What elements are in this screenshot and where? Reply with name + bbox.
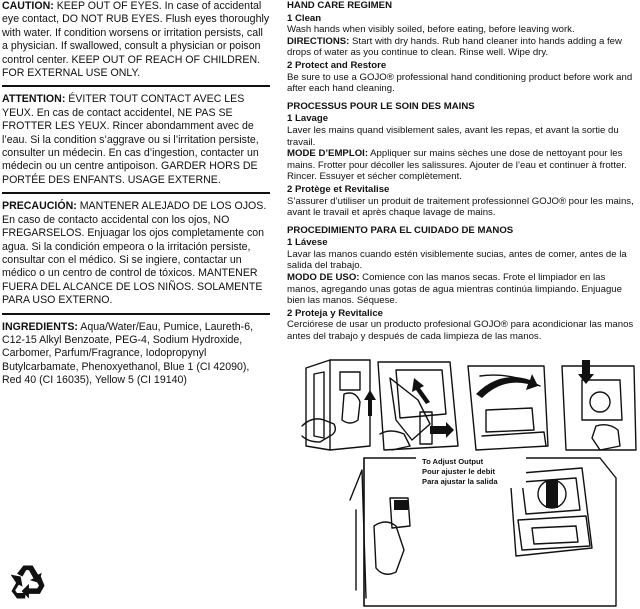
directions-label-en: DIRECTIONS:: [287, 35, 350, 47]
step2-text-en: Be sure to use a GOJO® professional hand conditioning product before work and after each hand cleaning.: [287, 71, 633, 95]
adjust-caption-fr: Pour ajuster le debit: [422, 467, 496, 476]
step1-text-en: Wash hands when visibly soiled, before eating, before leaving work.: [287, 24, 575, 36]
directions-text-en: Start with dry hands. Rub hand cleaner into hands adding a few drops of water as you continue to clean. Rinse well. Wipe dry.: [287, 35, 622, 59]
output-selector-icon: [546, 480, 558, 508]
caution-english: [2, 0, 270, 87]
step1-title-fr: 1 Lavage: [287, 113, 329, 125]
step1-text-es: Lavar las manos cuando estén visiblemente sucias, antes de comer, antes de la salida del trabajo.: [287, 248, 627, 272]
regimen-english: [287, 0, 637, 95]
regimen-title-es: PROCEDIMIENTO PARA EL CUIDADO DE MANOS: [287, 224, 514, 236]
adjust-caption-es: Para ajustar la salida: [422, 477, 498, 486]
ingredients-label: INGREDIENTS:: [2, 320, 78, 333]
regimen-column: [287, 0, 637, 349]
directions-label-es: MODO DE USO:: [287, 272, 360, 284]
arrow-curved-icon: [476, 374, 538, 398]
caution-spanish: [2, 200, 270, 314]
regimen-french: [287, 101, 637, 219]
directions-text-es: Comience con las manos secas. Frote el limpiador en las manos, agregando unas gotas de agua mientras continúa limpiando. Enjuague bien las manos. Séquese.: [287, 272, 622, 307]
step2-text-es: Cerciórese de usar un producto profesional GOJO® para acondicionar las manos antes del trabajo y después de cada limpieza de las manos.: [287, 319, 634, 343]
arrow-up-icon: [364, 390, 376, 416]
caution-text: KEEP OUT OF EYES. In case of accidental eye contact, DO NOT RUB EYES. Flush eyes thoroughly with water. If condition worsens or irritation persists, call a physician. If swallowed, consult a physician or poison control center. KEEP OUT OF REACH OF CHILDREN. FOR EXTERNAL USE ONLY.: [2, 0, 270, 80]
dispenser-instructions-illustration: [300, 350, 638, 608]
regimen-spanish: [287, 225, 637, 343]
step1-title-es: 1 Lávese: [287, 237, 328, 249]
attention-label: ATTENTION:: [2, 93, 66, 106]
caution-label: CAUTION:: [2, 0, 54, 12]
ingredients-block: [2, 321, 270, 393]
caution-french: [2, 93, 270, 194]
directions-text-fr: Appliquer sur mains sèches une dose de nettoyant pour les mains. Frotter pour décoller les salissures. Ajouter de l’eau et continuer à frotter. Rincer. Essuyer et sécher complètement.: [287, 148, 627, 183]
directions-label-fr: MODE D’EMPLOI:: [287, 148, 369, 160]
step1-title-en: 1 Clean: [287, 12, 322, 24]
open-dispenser-panel: [302, 360, 370, 450]
regimen-title-fr: PROCESSUS POUR LE SOIN DES MAINS: [287, 100, 475, 112]
precaucion-label: PRECAUCIÓN:: [2, 200, 77, 213]
ingredients-text: Aqua/Water/Eau, Pumice, Laureth-6, C12-15 Alkyl Benzoate, PEG-4, Sodium Hydroxide, Carbomer, Parfum/Fragrance, Iodopropynyl Butylcarbamate, Phenoxyethanol, Blue 1 (CI 42090), Red 40 (CI 16035), Yellow 5 (CI 19140): [2, 320, 254, 387]
arrow-right-icon: [430, 422, 454, 438]
attention-text: ÉVITER TOUT CONTACT AVEC LES YEUX. En cas de contact accidentel, NE PAS SE FROTTER LES YEUX. Rincer abondamment avec de l’eau. Si la condition s’aggrave ou si l’irritation persiste, consulter un médecin. En cas d’ingestion, contacter un médecin ou un centre antipoison. GARDER HORS DE PORTÉE DES ENFANTS. USAGE EXTERNE.: [2, 93, 259, 186]
adjust-caption-en: To Adjust Output: [422, 457, 484, 466]
lock-dispenser-panel: [562, 366, 636, 450]
step1-text-fr: Laver les mains quand visiblement sales, avant les repas, et avant la sortie du travail.: [287, 124, 619, 148]
precaucion-text: MANTENER ALEJADO DE LOS OJOS. En caso de contacto accidental con los ojos, NO FREGARSELOS. Enjuagar los ojos completamente con agua. Si la condición empeora o la irritación persiste, consultar con el médico. Si se ingiere, contactar un médico o un centro de control de tóxicos. MANTENER FUERA DEL ALCANCE DE LOS NIÑOS. SOLAMENTE PARA USO EXTERNO.: [2, 200, 267, 307]
regimen-title-en: HAND CARE REGIMEN: [287, 0, 393, 11]
arrow-down-icon: [412, 378, 430, 404]
step2-title-fr: 2 Protège et Revitalise: [287, 183, 390, 195]
step2-title-en: 2 Protect and Restore: [287, 59, 387, 71]
step2-text-fr: S’assurer d’utiliser un produit de traitement professionnel GOJO® pour les mains, avant le travail et après chaque lavage de mains.: [287, 195, 634, 219]
warnings-column: [2, 0, 270, 399]
step2-title-es: 2 Proteja y Revitalice: [287, 307, 383, 319]
recycle-icon: [6, 560, 50, 604]
